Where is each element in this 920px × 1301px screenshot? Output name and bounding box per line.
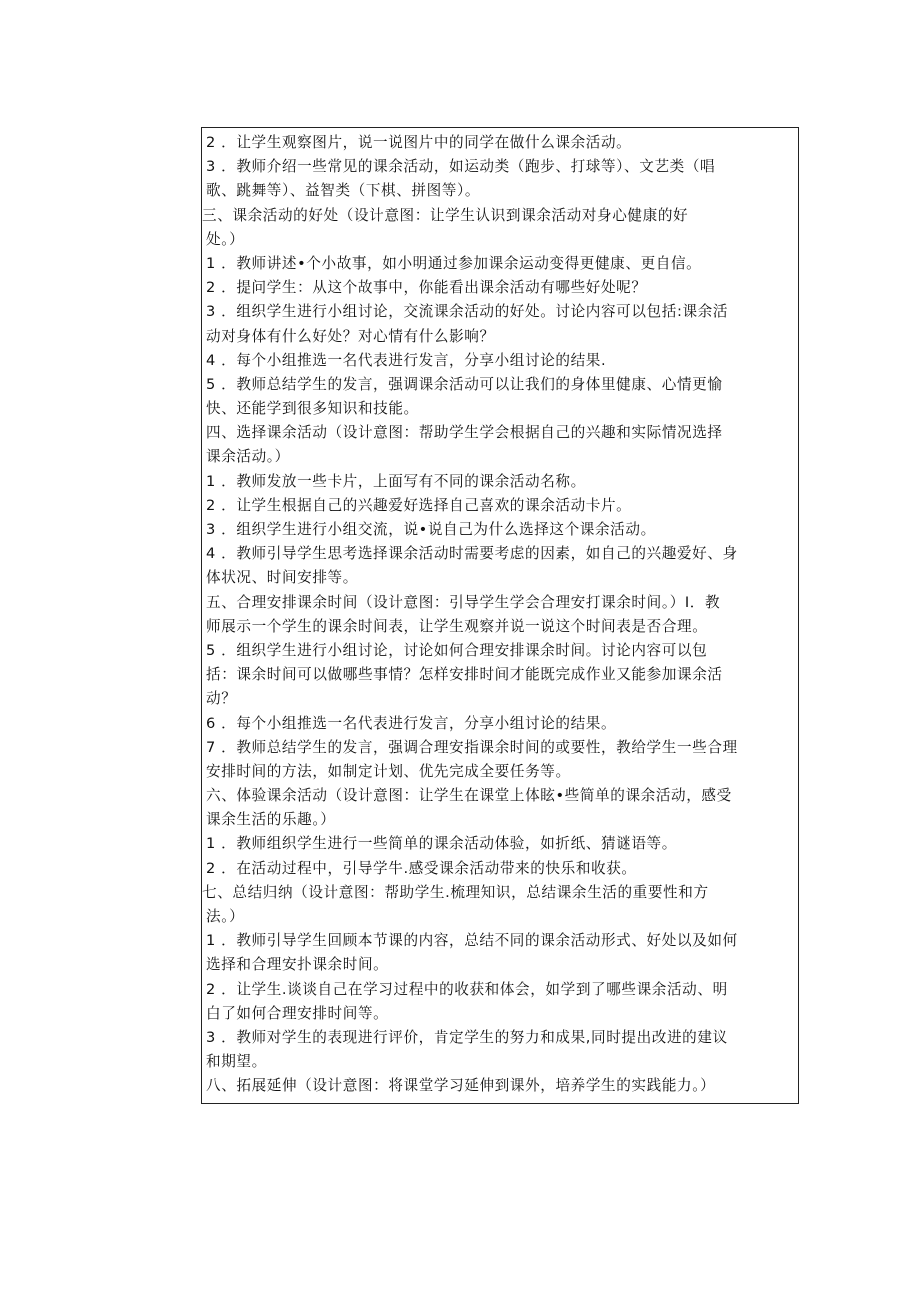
section-heading: 五、合理安排课余时间（设计意图：引导学生学会合理安打课余时间。）I．教 <box>206 593 721 611</box>
text-line: 5 ．教师总结学生的发言，强调课余活动可以让我们的身体里健康、心情更愉 <box>206 375 723 393</box>
text-line: 课余生活的乐趣。） <box>206 811 336 829</box>
text-line: 4 ．教师引导学生思考选择课余活动时需要考虑的因素，如自己的兴趣爱好、身 <box>206 545 738 563</box>
text-line: 3 ．组织学生进行小组讨论，交流课余活动的好处。讨论内容可以包括:课余活 <box>206 303 729 321</box>
text-line: 2 ．提问学生：从这个故事中，你能看出课余活动有哪些好处呢？ <box>206 279 647 297</box>
section-heading: 八、拓展延伸（设计意图：将课堂学习延伸到课外，培养学生的实践能力。） <box>206 1077 716 1095</box>
text-line: 3 ．组织学生进行小组交流，说•说自己为什么选择这个课余活动。 <box>206 521 656 538</box>
text-line: 2 ．让学生根据自己的兴趣爱好选择自己喜欢的课余活动卡片。 <box>206 496 632 514</box>
text-line: 师展示一个学生的课余时间表，让学生观察并说一说这个时间表是否合理。 <box>206 617 708 635</box>
text-line: 2 ．在活动过程中，引导学牛.感受课余活动带来的快乐和收获。 <box>206 859 637 877</box>
text-line: 处。） <box>206 230 245 248</box>
text-line: 1 ．教师讲述•个小故事，如小明通过参加课余运动变得更健康、更自信。 <box>206 254 702 272</box>
text-line: 5 ．组织学生进行小组讨论，讨论如何合理安排课余时间。讨论内容可以包 <box>206 641 708 659</box>
text-line: 课余活动。） <box>206 448 290 466</box>
text-line: 2 ．让学生观察图片，说一说图片中的同学在做什么课余活动。 <box>206 134 632 151</box>
lesson-plan-table-cell <box>201 127 799 1104</box>
text-line: 1 ．教师组织学生进行一些简单的课余活动体验，如折纸、猜谜语等。 <box>206 835 677 853</box>
text-line: 4 ．每个小组推选一名代表进行发言，分享小组讨论的结果. <box>206 351 607 369</box>
text-line: 3 ．教师介绍一些常见的课余活动，如运动类（跑步、打球等）、文艺类（唱 <box>206 158 716 176</box>
text-line: 括：课余时间可以做哪些事情？怎样安排时间才能既完成作业又能参加课余活 <box>206 666 723 684</box>
text-line: 安排时间的方法，如制定计划、优先完成全要任务等。 <box>206 762 571 780</box>
section-heading: 三、课余活动的好处（设计意图：让学生认识到课余活动对身心健康的好 <box>202 206 689 224</box>
section-heading: 六、体验课余活动（设计意图：让学生在课堂上体眩•些简单的课余活动，感受 <box>206 787 732 805</box>
section-heading: 四、选择课余活动（设计意图：帮助学生学会根据自己的兴趣和实际情况选择 <box>206 424 723 442</box>
text-line: 和期望。 <box>206 1053 267 1071</box>
text-line: 选择和合理安扑课余时间。 <box>206 956 389 974</box>
text-line: 1 ．教师引导学生回顾本节课的内容，总结不同的课余活动形式、好处以及如何 <box>206 932 738 950</box>
text-line: 歌、跳舞等）、益智类（下棋、拼图等）。 <box>206 182 481 200</box>
text-line: 法。） <box>206 908 245 925</box>
text-line: 体状况、时间安排等。 <box>206 569 358 587</box>
text-line: 7 ．教师总结学生的发言，强调合理安指课余时间的或要性，教给学生一些合理 <box>206 738 738 756</box>
text-line: 1 ．教师发放一些卡片，上面写有不同的课余活动名称。 <box>206 472 586 490</box>
text-line: 白了如何合理安排时间等。 <box>206 1004 389 1022</box>
text-line: 动？ <box>206 690 237 708</box>
section-heading: 七、总结归纳（设计意图：帮助学生.梳理知识，总结课余生活的重要性和方 <box>202 883 709 901</box>
text-line: 2 ．让学生.谈谈自己在学习过程中的收获和体会，如学到了哪些课余活动、明 <box>206 980 728 998</box>
text-line: 3 ．教师对学生的表现进行评价，肯定学生的努力和成果,同时提出改进的建议 <box>206 1028 728 1046</box>
text-line: 动对身体有什么好处？对心情有什么影响？ <box>206 327 495 345</box>
text-line: 快、还能学到很多知识和技能。 <box>206 400 419 418</box>
text-line: 6 ．每个小组推选一名代表进行发言，分享小组讨论的结果。 <box>206 714 617 732</box>
